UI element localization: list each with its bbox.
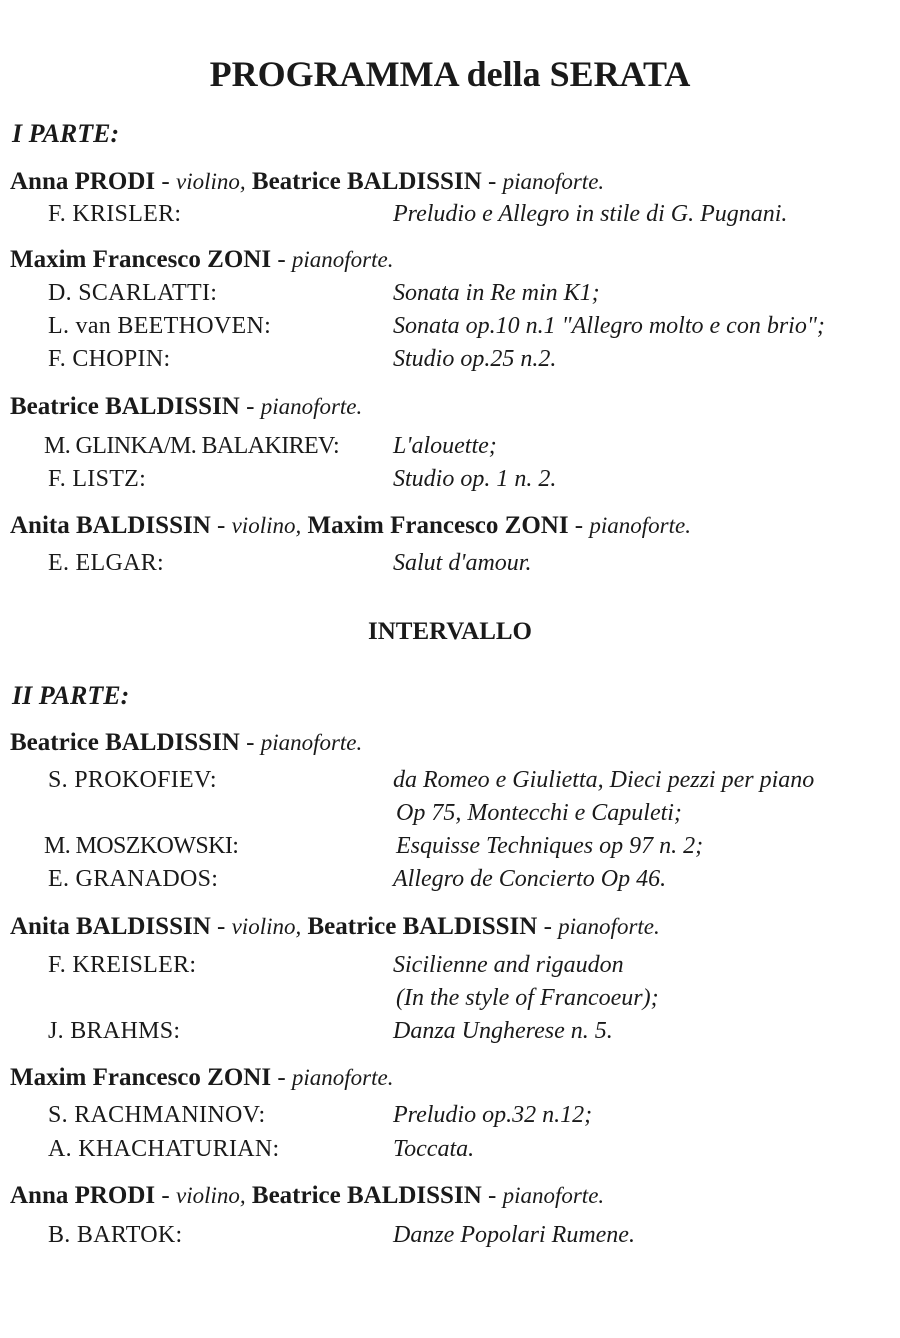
composer: F. CHOPIN: [48,346,171,372]
work-title: Danze Popolari Rumene. [393,1222,635,1248]
work-title: Studio op. 1 n. 2. [393,466,557,492]
work-title: Allegro de Concierto Op 46. [393,866,667,892]
piece-row [48,198,888,230]
piece-row [48,949,888,981]
composer: E. ELGAR: [48,550,165,576]
performer-instrument: pianoforte. [502,169,605,194]
piece-row [48,1219,888,1251]
work-title: da Romeo e Giulietta, Dieci pezzi per piano [393,767,815,793]
piece-row [48,547,888,579]
composer: M. GLINKA/M. BALAKIREV: [44,433,340,459]
work-title: Salut d'amour. [393,550,532,576]
composer: F. KREISLER: [48,952,197,978]
performer-instrument: pianoforte. [589,513,691,538]
composer: A. KHACHATURIAN: [48,1136,280,1162]
part-2-heading: II PARTE: [12,681,130,710]
performer-name: Anita BALDISSIN [10,913,211,940]
performer-line: Anna PRODI - violino, Beatrice BALDISSIN - pianoforte. [10,168,605,195]
work-title: Esquisse Techniques op 97 n. 2; [396,833,704,859]
piece-row [48,343,888,375]
piece-row [48,764,888,796]
performer-instrument: pianoforte. [260,730,363,755]
composer: E. GRANADOS: [48,866,219,892]
composer: L. van BEETHOVEN: [48,313,272,339]
composer: S. RACHMANINOV: [48,1102,266,1128]
performer-line: Maxim Francesco ZONI - pianoforte. [10,1064,394,1091]
piece-row [48,310,888,342]
composer: M. MOSZKOWSKI: [44,833,239,859]
intermission-heading: INTERVALLO [368,618,532,645]
performer-name: Beatrice BALDISSIN [10,729,240,756]
piece-row [48,1015,888,1047]
work-title: Studio op.25 n.2. [393,346,557,372]
performer-instrument: pianoforte. [291,1065,394,1090]
composer: J. BRAHMS: [48,1018,181,1044]
performer-instrument: violino, [176,169,246,194]
performer-instrument: pianoforte. [260,394,363,419]
performer-instrument: violino, [231,513,302,538]
composer: D. SCARLATTI: [48,280,218,306]
piece-row [48,863,888,895]
performer-line: Anita BALDISSIN - violino, Maxim Francesco ZONI - pianoforte. [10,512,691,539]
performer-name: Beatrice BALDISSIN [307,913,538,940]
composer: S. PROKOFIEV: [48,767,217,793]
performer-line: Anita BALDISSIN - violino, Beatrice BALDISSIN - pianoforte. [10,913,660,940]
work-title: Danza Ungherese n. 5. [393,1018,613,1044]
performer-instrument: violino, [176,1183,246,1208]
composer: F. KRISLER: [48,201,182,227]
performer-line: Beatrice BALDISSIN - pianoforte. [10,729,363,756]
page-title: PROGRAMMA della SERATA [209,54,691,94]
performer-name: Beatrice BALDISSIN [251,1182,482,1209]
work-title: Preludio op.32 n.12; [393,1102,593,1128]
work-title: Toccata. [393,1136,475,1162]
performer-name: Anna PRODI [10,168,156,195]
performer-name: Beatrice BALDISSIN [10,393,240,420]
work-title-continuation: (In the style of Francoeur); [396,985,659,1011]
performer-name: Maxim Francesco ZONI [10,1064,272,1091]
work-title: L'alouette; [393,433,497,459]
piece-row [48,1133,888,1165]
work-title: Sonata in Re min K1; [393,280,600,306]
performer-name: Beatrice BALDISSIN [251,168,482,195]
performer-line: Anna PRODI - violino, Beatrice BALDISSIN - pianoforte. [10,1182,605,1209]
work-title: Sonata op.10 n.1 "Allegro molto e con brio"; [393,313,825,339]
work-title: Preludio e Allegro in stile di G. Pugnani. [393,201,788,227]
performer-name: Maxim Francesco ZONI [307,512,569,539]
performer-name: Maxim Francesco ZONI [10,246,272,273]
work-title-continuation: Op 75, Montecchi e Capuleti; [396,800,682,826]
piece-row [44,830,884,862]
work-title: Sicilienne and rigaudon [393,952,624,978]
performer-line: Beatrice BALDISSIN - pianoforte. [10,393,363,420]
performer-instrument: pianoforte. [502,1183,605,1208]
piece-row [48,277,888,309]
performer-line: Maxim Francesco ZONI - pianoforte. [10,246,394,273]
piece-row [48,463,888,495]
part-1-heading: I PARTE: [12,119,120,148]
performer-instrument: pianoforte. [291,247,394,272]
composer: B. BARTOK: [48,1222,183,1248]
performer-name: Anna PRODI [10,1182,156,1209]
performer-instrument: pianoforte. [558,914,660,939]
performer-instrument: violino, [231,914,302,939]
piece-row [44,430,884,462]
composer: F. LISTZ: [48,466,147,492]
piece-row [48,1099,888,1131]
performer-name: Anita BALDISSIN [10,512,211,539]
